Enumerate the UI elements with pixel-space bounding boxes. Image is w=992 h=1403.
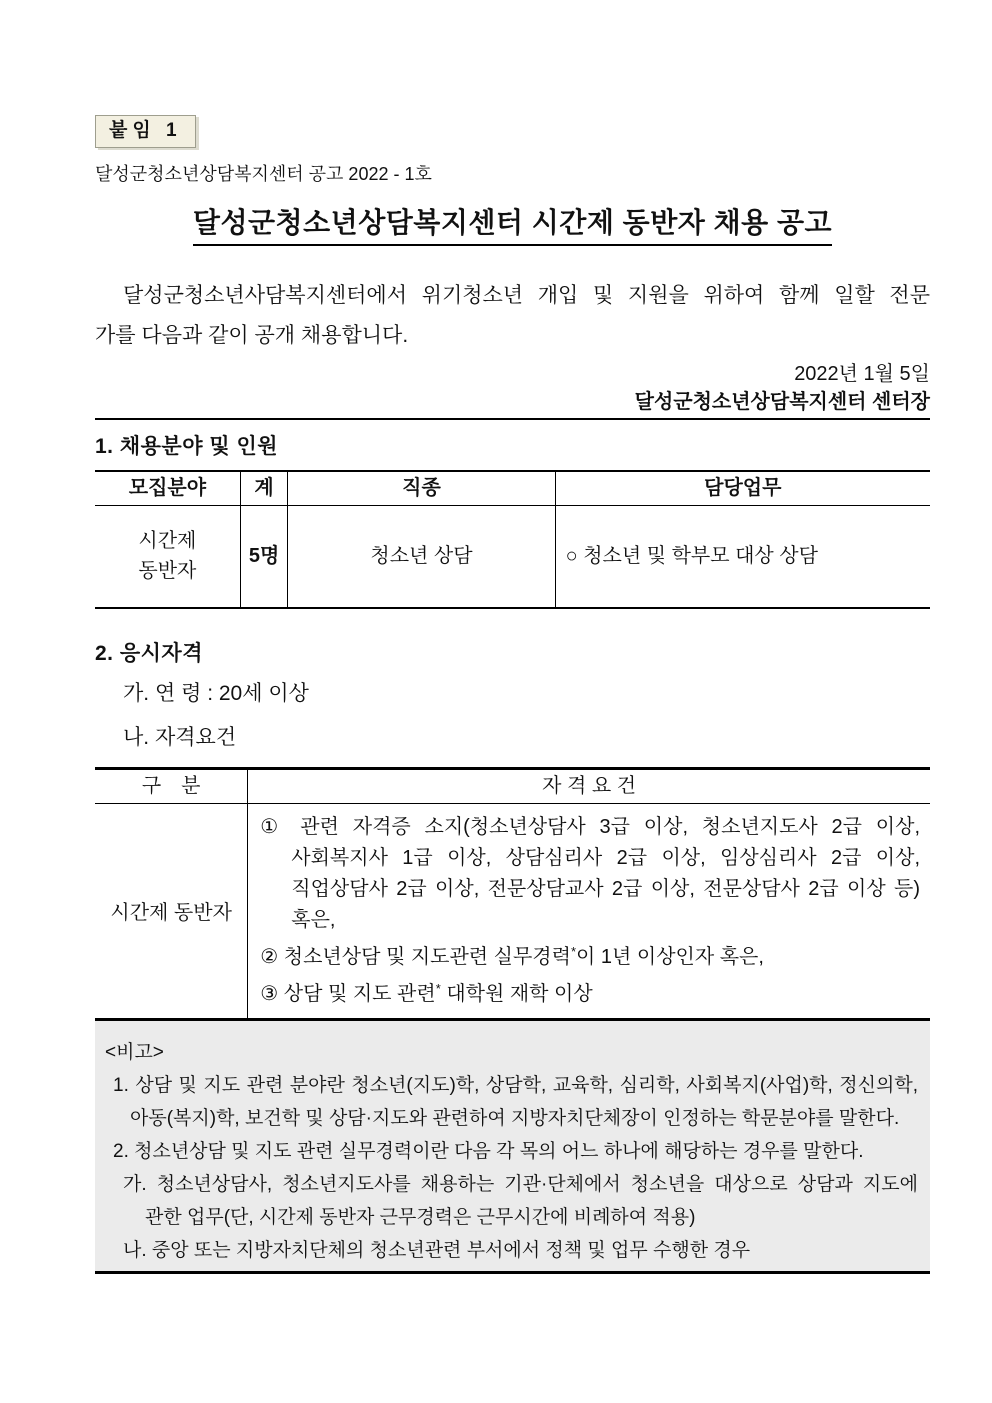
qualification-item: 나. 자격요건 — [123, 725, 237, 749]
divider-rule — [95, 418, 930, 420]
notice-date: 2022년 1월 5일 — [794, 363, 930, 385]
field-line-1: 시간제 — [138, 530, 197, 553]
attachment-badge-label: 붙임 1 — [109, 120, 182, 141]
note-subitem-na: 나. 중앙 또는 지방자치단체의 청소년관련 부서에서 정책 및 업무 수행한 경우 — [123, 1239, 751, 1261]
field-cell — [95, 506, 240, 608]
requirements-cell — [248, 803, 930, 1019]
section-2-heading: 2. 응시자격 — [95, 641, 203, 665]
requirement-2-text: ② 청소년상담 및 지도관련 실무경력 — [260, 945, 571, 968]
notes-box — [95, 1021, 930, 1274]
note-item-1: 1. 상담 및 지도 관련 분야란 청소년(지도)학, 상담학, 교육학, 심리학, 사회복지(사업)학, 정신의학, 아동(복지)학, 보건학 및 상담·지도와 관련하여 지방자치단체장이 인정하는 학문분야를 말한다. — [113, 1074, 918, 1129]
qualification-table-header-row — [95, 768, 930, 803]
column-header-job: 직종 — [288, 471, 555, 506]
category-cell: 시간제 동반자 — [110, 902, 232, 924]
signer-line: 달성군청소년상담복지센터 센터장 — [634, 391, 930, 413]
intro-paragraph — [95, 276, 930, 356]
recruitment-table-header-row — [95, 471, 930, 506]
requirement-3-text-tail: 대학원 재학 이상 — [440, 982, 593, 1005]
column-header-requirements: 자 격 요 건 — [248, 768, 930, 803]
requirement-2-text-tail: 이 1년 이상인자 혹은, — [576, 945, 764, 968]
column-header-field: 모집분야 — [95, 471, 240, 506]
qualification-table-row — [95, 803, 930, 1019]
age-requirement-item: 가. 연 령 : 20세 이상 — [123, 681, 309, 705]
section-1-heading: 1. 채용분야 및 인원 — [95, 435, 279, 458]
job-cell: 청소년 상담 — [288, 506, 555, 608]
duty-cell: ○ 청소년 및 학부모 대상 상담 — [555, 506, 930, 608]
title-wrap — [95, 205, 930, 246]
footnote-asterisk: * — [570, 943, 576, 959]
recruitment-table — [95, 470, 930, 609]
requirement-item-3 — [260, 973, 920, 1010]
intro-line-1: 달성군청소년사담복지센터에서 위기청소년 개입 및 지원을 위하여 함께 일할 전문 — [123, 284, 930, 307]
requirement-item-2 — [260, 936, 920, 973]
notes-label: <비고> — [105, 1041, 164, 1063]
footnote-asterisk: * — [435, 980, 441, 996]
page-title: 달성군청소년상담복지센터 시간제 동반자 채용 공고 — [193, 205, 832, 246]
attachment-badge — [95, 115, 196, 148]
requirement-item-1: ① 관련 자격증 소지(청소년상담사 3급 이상, 청소년지도사 2급 이상, 사회복지사 1급 이상, 상담심리사 2급 이상, 임상심리사 2급 이상, 직업상담사 2급 이상, 전문상담교사 2급 이상, 전문상담사 2급 이상 등) 혹은, — [260, 815, 920, 931]
notice-number: 달성군청소년상담복지센터 공고 2022 - 1호 — [95, 164, 432, 184]
requirement-3-text: ③ 상담 및 지도 관련 — [260, 982, 436, 1005]
column-header-category: 구 분 — [95, 768, 248, 803]
field-line-2: 동반자 — [138, 560, 197, 583]
qualification-table — [95, 767, 930, 1021]
recruitment-table-row — [95, 506, 930, 608]
note-subitem-ga: 가. 청소년상담사, 청소년지도사를 채용하는 기관·단체에서 청소년을 대상으로 상담과 지도에 관한 업무(단, 시간제 동반자 근무경력은 근무시간에 비례하여 적용) — [123, 1173, 918, 1228]
column-header-duty: 담당업무 — [555, 471, 930, 506]
count-cell: 5명 — [240, 506, 288, 608]
column-header-count: 계 — [240, 471, 288, 506]
intro-line-2: 가를 다음과 같이 공개 채용합니다. — [95, 324, 409, 347]
note-item-2: 2. 청소년상담 및 지도 관련 실무경력이란 다음 각 목의 어느 하나에 해당하는 경우를 말한다. — [113, 1140, 864, 1162]
